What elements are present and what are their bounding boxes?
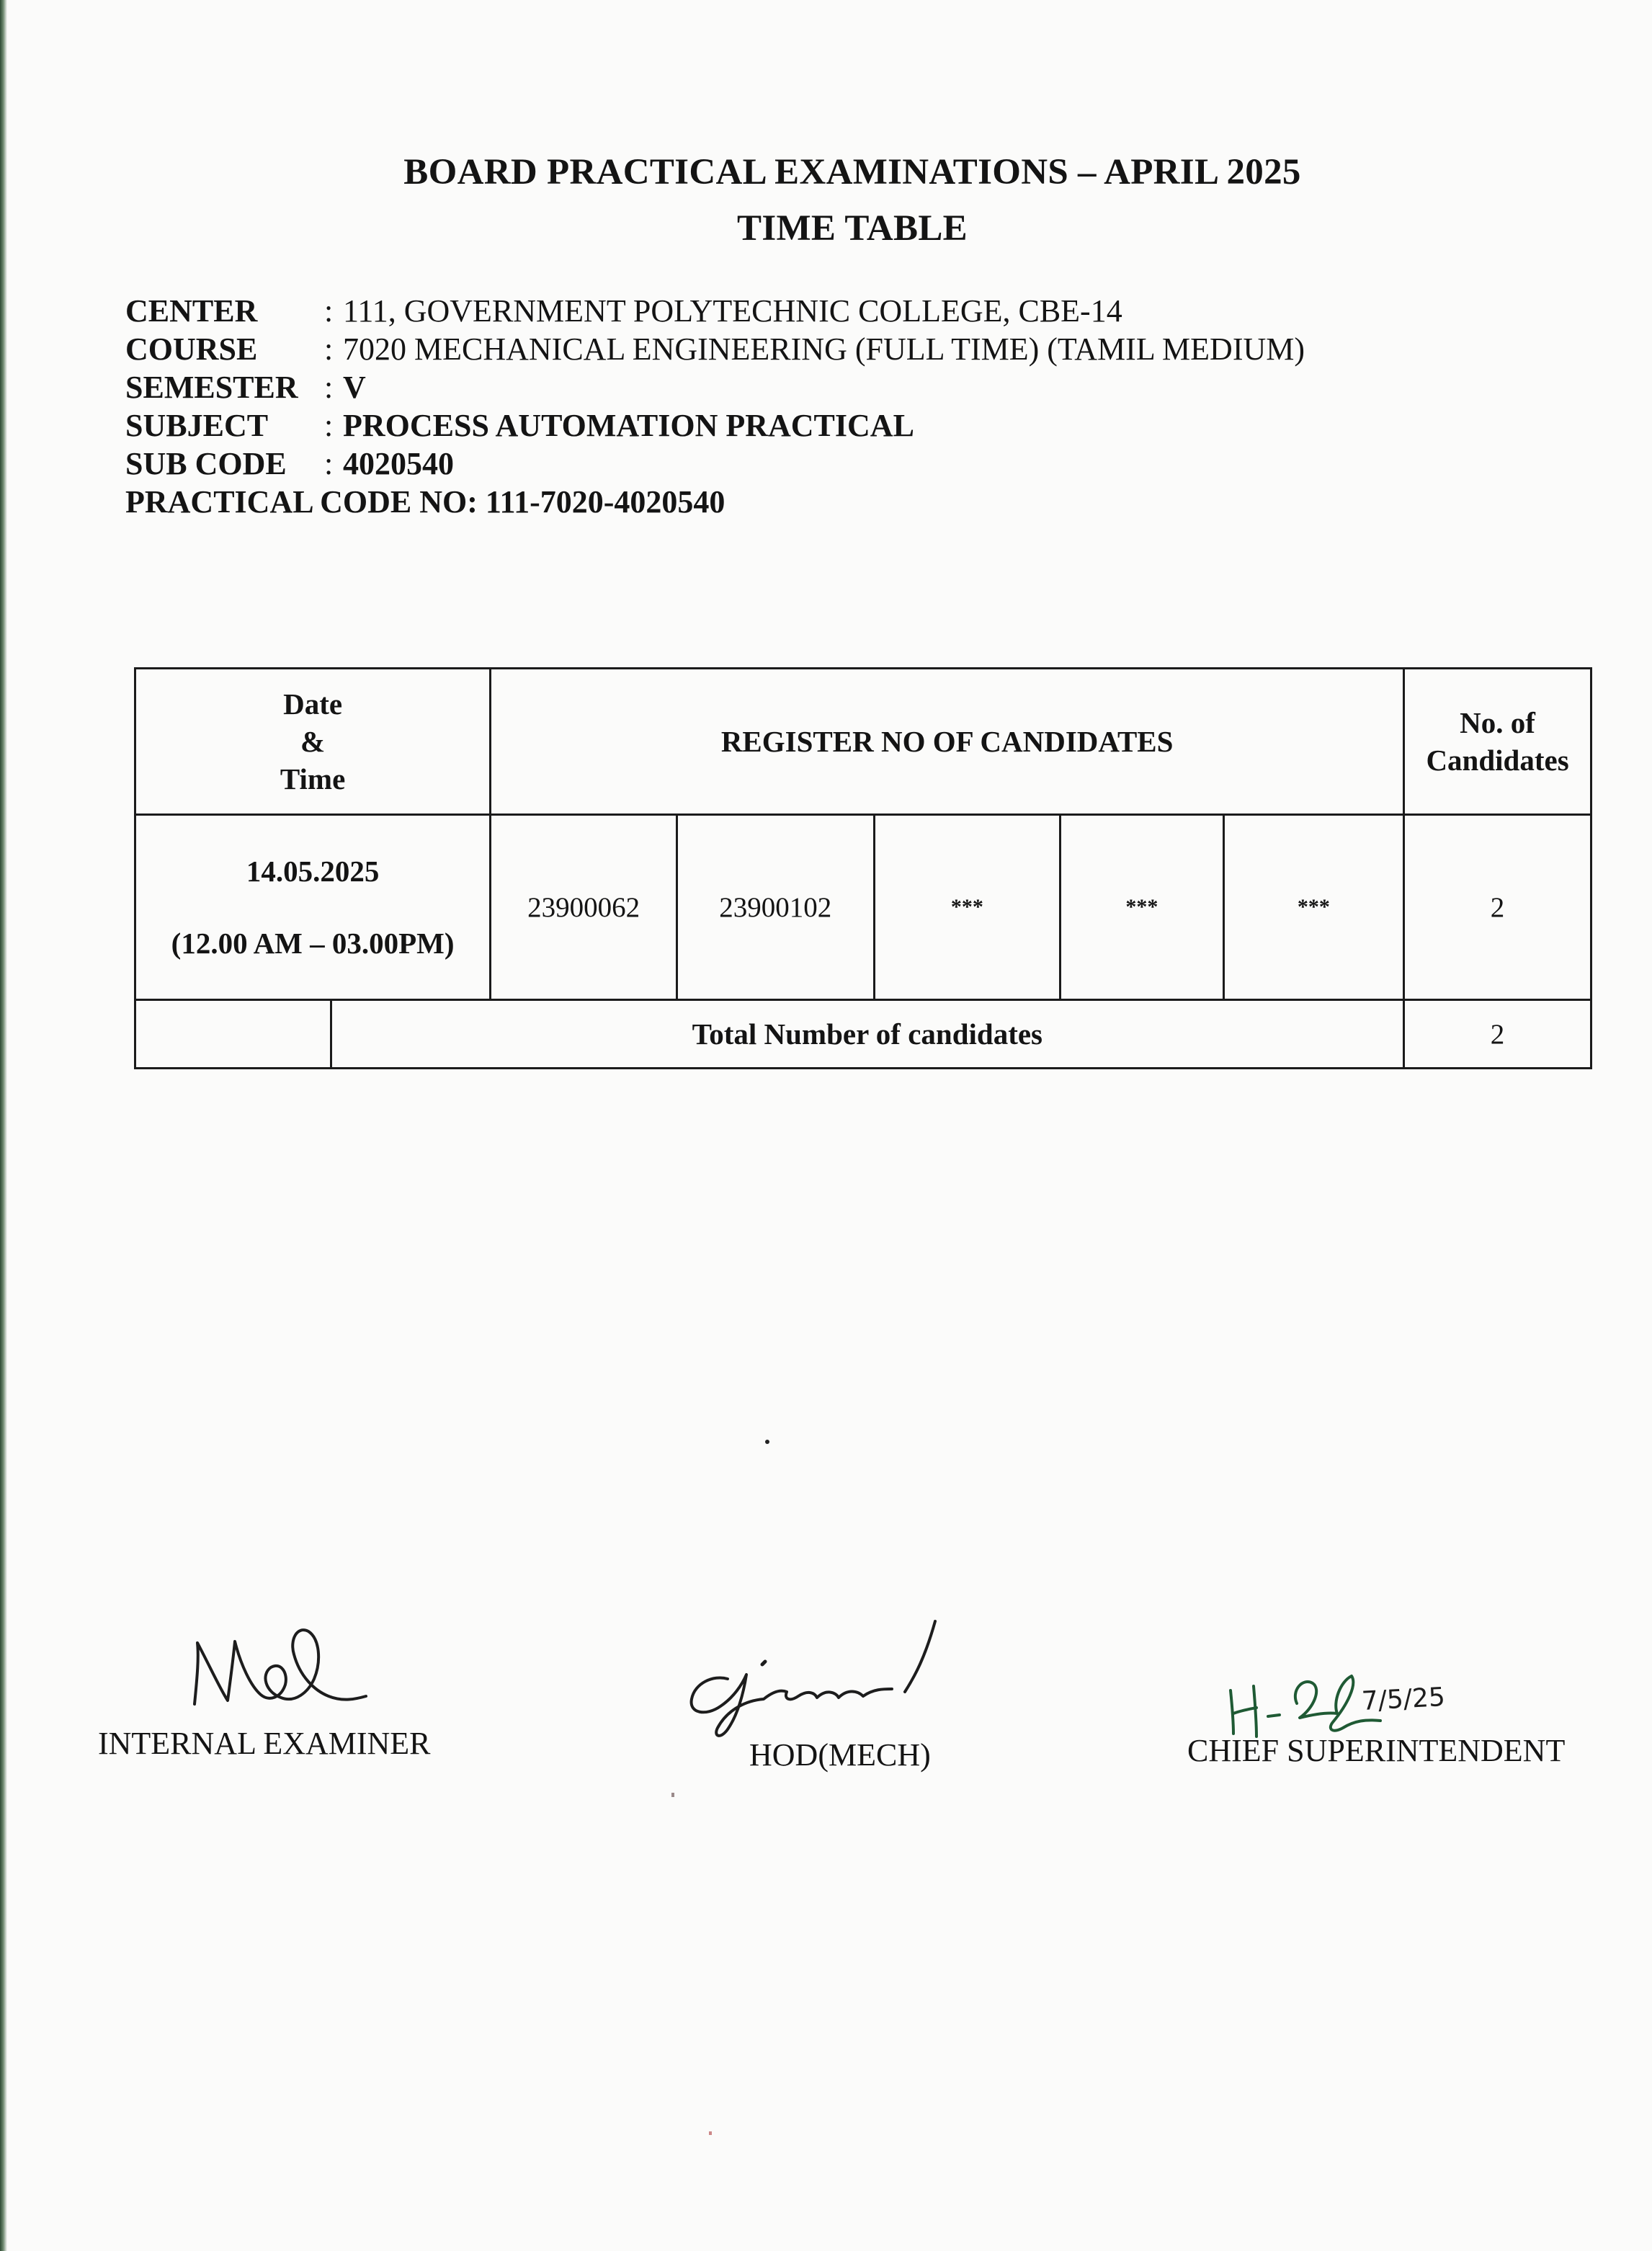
exam-time: (12.00 AM – 03.00PM) bbox=[171, 927, 455, 960]
center-label: CENTER bbox=[125, 293, 258, 329]
table-row bbox=[135, 815, 1591, 1000]
exam-date: 14.05.2025 bbox=[246, 855, 380, 888]
subcode-value: 4020540 bbox=[343, 446, 454, 481]
exam-info bbox=[125, 292, 1305, 521]
header-date: Date bbox=[283, 687, 343, 721]
course-row bbox=[125, 330, 1305, 368]
count-header bbox=[1404, 669, 1591, 815]
register-no: *** bbox=[874, 815, 1060, 1000]
center-row bbox=[125, 292, 1305, 330]
course-value: 7020 MECHANICAL ENGINEERING (FULL TIME) (TAMIL MEDIUM) bbox=[343, 331, 1305, 367]
header-amp: & bbox=[300, 725, 326, 758]
date-time-header bbox=[135, 669, 491, 815]
internal-examiner-signature bbox=[180, 1607, 389, 1729]
center-separator: : bbox=[324, 293, 334, 329]
scan-edge bbox=[0, 0, 7, 2251]
register-header: REGISTER NO OF CANDIDATES bbox=[491, 669, 1404, 815]
hod-signature bbox=[663, 1614, 994, 1744]
header-time: Time bbox=[280, 762, 346, 795]
register-no: *** bbox=[1223, 815, 1403, 1000]
scan-speck bbox=[709, 2131, 712, 2135]
course-separator: : bbox=[324, 331, 334, 367]
header-count-2: Candidates bbox=[1426, 744, 1569, 777]
practical-code: PRACTICAL CODE NO: 111-7020-4020540 bbox=[125, 484, 725, 520]
semester-value: V bbox=[343, 370, 366, 405]
subcode-separator: : bbox=[324, 446, 334, 481]
stray-dot bbox=[765, 1440, 769, 1444]
subject-label: SUBJECT bbox=[125, 408, 269, 443]
semester-label: SEMESTER bbox=[125, 370, 298, 405]
scan-speck bbox=[671, 1793, 674, 1797]
subject-row bbox=[125, 406, 1305, 445]
total-value: 2 bbox=[1404, 1000, 1591, 1069]
register-no: *** bbox=[1061, 815, 1224, 1000]
course-label: COURSE bbox=[125, 331, 258, 367]
date-time-cell bbox=[135, 815, 491, 1000]
internal-examiner-label: INTERNAL EXAMINER bbox=[98, 1726, 431, 1761]
subject-separator: : bbox=[324, 408, 334, 443]
total-row bbox=[135, 1000, 1591, 1069]
candidate-count: 2 bbox=[1404, 815, 1591, 1000]
chief-signature-date: 7/5/25 bbox=[1361, 1682, 1446, 1717]
page-title: BOARD PRACTICAL EXAMINATIONS – APRIL 2025 bbox=[403, 152, 1301, 192]
subcode-label: SUB CODE bbox=[125, 446, 287, 481]
center-value: 111, GOVERNMENT POLYTECHNIC COLLEGE, CBE-14 bbox=[343, 293, 1122, 329]
total-blank-cell bbox=[135, 1000, 331, 1069]
subcode-row bbox=[125, 445, 1305, 483]
chief-superintendent-label: CHIEF SUPERINTENDENT bbox=[1187, 1733, 1566, 1768]
table-header-row bbox=[135, 669, 1591, 815]
register-no: 23900102 bbox=[677, 815, 874, 1000]
semester-separator: : bbox=[324, 370, 334, 405]
total-label: Total Number of candidates bbox=[331, 1000, 1404, 1069]
hod-label: HOD(MECH) bbox=[749, 1737, 931, 1773]
timetable bbox=[134, 667, 1592, 1069]
page-subtitle: TIME TABLE bbox=[737, 208, 968, 249]
header-count-1: No. of bbox=[1460, 706, 1535, 739]
practical-code-row bbox=[125, 483, 1305, 521]
register-no: 23900062 bbox=[491, 815, 677, 1000]
subject-value: PROCESS AUTOMATION PRACTICAL bbox=[343, 408, 914, 443]
semester-row bbox=[125, 368, 1305, 406]
